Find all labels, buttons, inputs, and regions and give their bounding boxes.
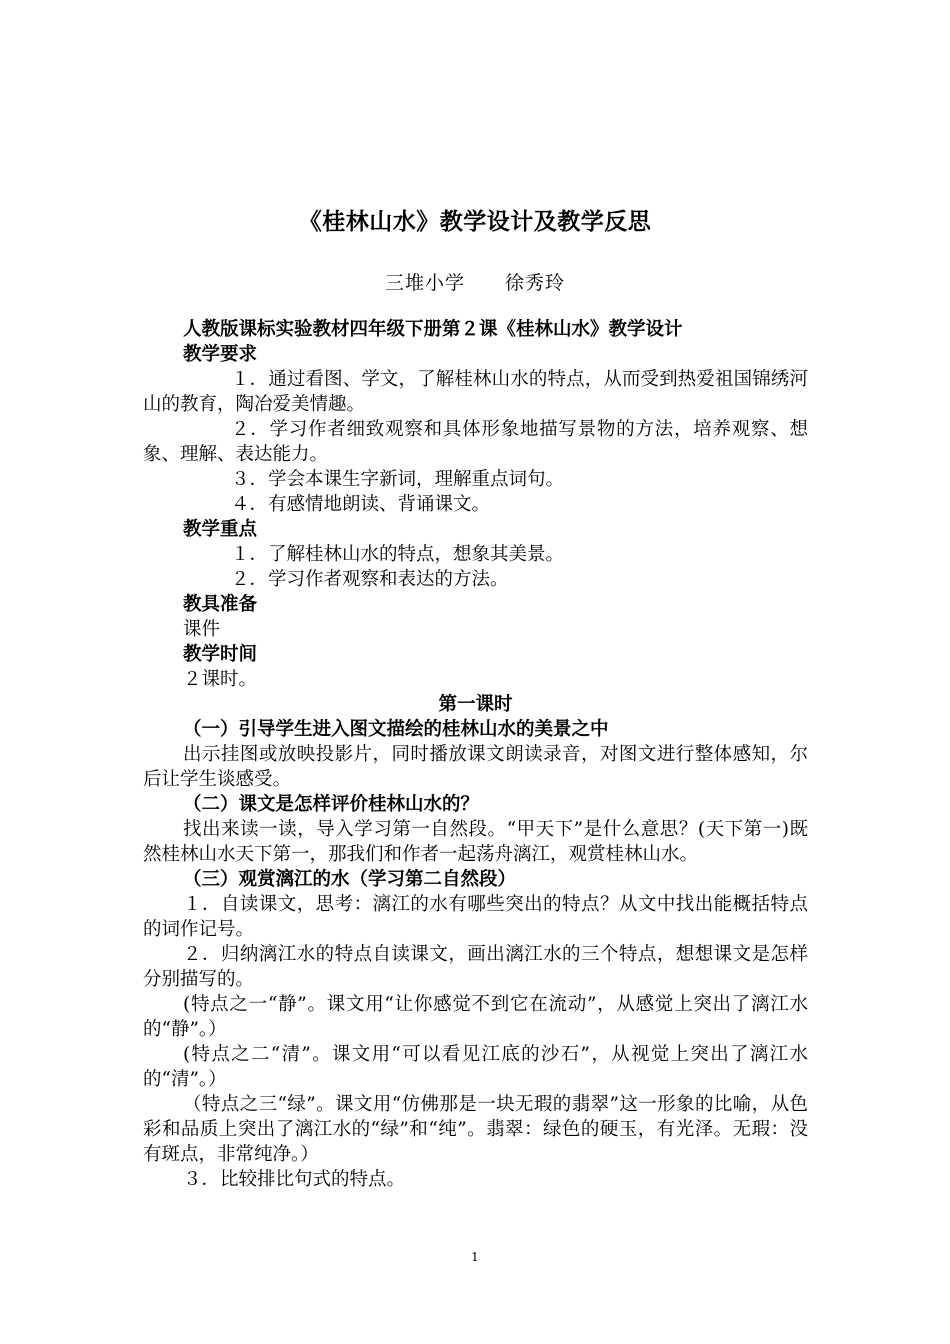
requirement-item: ３．学会本课生字新词，理解重点词句。	[231, 469, 565, 490]
author-name: 徐秀玲	[505, 272, 566, 294]
document-body	[143, 317, 808, 1192]
part-heading-2: （二）课文是怎样评价桂林山水的？	[183, 794, 480, 815]
part-text-2: 找出来读一读，导入学习第一自然段。“甲天下”是什么意思？(天下第一)既然桂林山水天下第一，那我们和作者一起荡舟漓江，观赏桂林山水。	[143, 819, 808, 865]
section-heading-time: 教学时间	[183, 644, 258, 665]
lesson-heading: 第一课时	[438, 694, 513, 715]
requirement-item: ２．学习作者细致观察和具体形象地描写景物的方法，培养观察、想象、理解、表达能力。	[143, 419, 808, 465]
part-item: （特点之三“绿”。课文用“仿佛那是一块无瑕的翡翠”这一形象的比喻，从色彩和品质上突出了漓江水的“绿”和“纯”。翡翠：绿色的硬玉，有光泽。无瑕：没有斑点，非常纯净。）	[143, 1094, 808, 1165]
part-item: １．自读课文，思考：漓江的水有哪些突出的特点？从文中找出能概括特点的词作记号。	[143, 894, 808, 940]
section-heading-materials: 教具准备	[183, 594, 258, 615]
page-number: 1	[471, 1250, 479, 1264]
school-name: 三堆小学	[384, 272, 465, 294]
part-item: ２．归纳漓江水的特点自读课文，画出漓江水的三个特点，想想课文是怎样分别描写的。	[143, 944, 808, 990]
part-item: (特点之二“清”。课文用“可以看见江底的沙石”，从视觉上突出了漓江水的“清”。）	[143, 1044, 808, 1090]
part-heading-3: （三）观赏漓江的水（学习第二自然段）	[183, 869, 517, 890]
requirement-item: １．通过看图、学文，了解桂林山水的特点，从而受到热爱祖国锦绣河山的教育，陶冶爱美情趣。	[143, 369, 808, 415]
part-text-1: 出示挂图或放映投影片，同时播放课文朗读录音，对图文进行整体感知，尔后让学生谈感受。	[143, 744, 808, 790]
part-heading-1: （一）引导学生进入图文描绘的桂林山水的美景之中	[183, 719, 609, 740]
materials-text: 课件	[183, 619, 221, 640]
part-item: ３．比较排比句式的特点。	[183, 1169, 406, 1190]
key-point-item: １．了解桂林山水的特点，想象其美景。	[231, 544, 565, 565]
document-title: 《桂林山水》教学设计及教学反思	[298, 209, 652, 235]
key-point-item: ２．学习作者观察和表达的方法。	[231, 569, 509, 590]
author-line	[0, 268, 950, 295]
section-heading-key-points: 教学重点	[183, 519, 258, 540]
document-subtitle: 人教版课标实验教材四年级下册第２课《桂林山水》教学设计	[183, 319, 683, 340]
time-text: ２课时。	[183, 669, 258, 690]
part-item: (特点之一“静”。课文用“让你感觉不到它在流动”，从感觉上突出了漓江水的“静”。）	[143, 994, 808, 1040]
requirement-item: ４．有感情地朗读、背诵课文。	[231, 494, 491, 515]
section-heading-requirements: 教学要求	[183, 344, 258, 365]
